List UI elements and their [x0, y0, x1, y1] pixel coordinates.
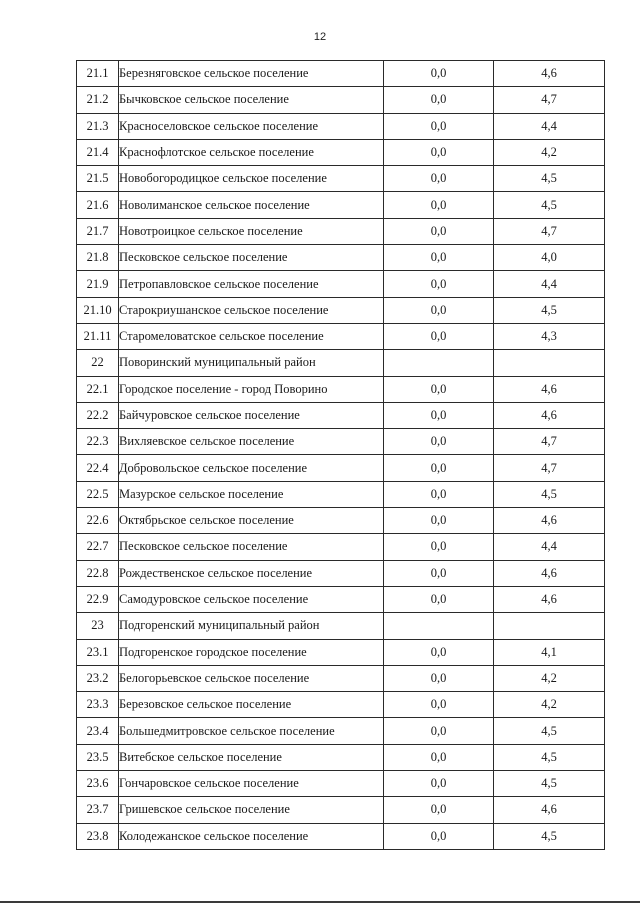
value-a-cell: [384, 613, 494, 639]
value-b-cell: 4,6: [494, 797, 605, 823]
settlement-name-cell: Березовское сельское поселение: [119, 692, 384, 718]
row-number-cell: 21.7: [77, 218, 119, 244]
value-a-cell: 0,0: [384, 218, 494, 244]
row-number-cell: 22.1: [77, 376, 119, 402]
page-bottom-edge: [0, 901, 640, 903]
table-row: [77, 534, 605, 560]
value-a-cell: 0,0: [384, 823, 494, 849]
row-number-cell: 23.2: [77, 665, 119, 691]
settlements-table: [76, 60, 605, 850]
row-number-cell: 22.3: [77, 429, 119, 455]
value-b-cell: 4,6: [494, 508, 605, 534]
value-a-cell: 0,0: [384, 166, 494, 192]
value-b-cell: 4,6: [494, 376, 605, 402]
row-number-cell: 22.9: [77, 586, 119, 612]
table-row: [77, 797, 605, 823]
table-row: [77, 87, 605, 113]
value-a-cell: 0,0: [384, 139, 494, 165]
settlement-name-cell: Красноселовское сельское поселение: [119, 113, 384, 139]
row-number-cell: 23.1: [77, 639, 119, 665]
value-a-cell: 0,0: [384, 481, 494, 507]
table-row: [77, 429, 605, 455]
settlement-name-cell: Гончаровское сельское поселение: [119, 771, 384, 797]
settlement-name-cell: Новолиманское сельское поселение: [119, 192, 384, 218]
value-b-cell: 4,7: [494, 218, 605, 244]
row-number-cell: 21.11: [77, 323, 119, 349]
row-number-cell: 22.5: [77, 481, 119, 507]
table-row: [77, 166, 605, 192]
value-b-cell: 4,4: [494, 534, 605, 560]
row-number-cell: 22.2: [77, 402, 119, 428]
value-a-cell: 0,0: [384, 560, 494, 586]
table-row: [77, 481, 605, 507]
table-row: [77, 455, 605, 481]
table-row: [77, 665, 605, 691]
row-number-cell: 22.8: [77, 560, 119, 586]
settlement-name-cell: Старокриушанское сельское поселение: [119, 297, 384, 323]
settlement-name-cell: Песковское сельское поселение: [119, 245, 384, 271]
value-b-cell: 4,5: [494, 744, 605, 770]
value-b-cell: 4,1: [494, 639, 605, 665]
table-row: [77, 718, 605, 744]
value-b-cell: 4,4: [494, 271, 605, 297]
row-number-cell: 23: [77, 613, 119, 639]
value-a-cell: 0,0: [384, 245, 494, 271]
value-a-cell: 0,0: [384, 508, 494, 534]
value-a-cell: 0,0: [384, 639, 494, 665]
row-number-cell: 23.7: [77, 797, 119, 823]
table-row: [77, 639, 605, 665]
value-a-cell: 0,0: [384, 376, 494, 402]
table-row: [77, 323, 605, 349]
settlement-name-cell: Новотроицкое сельское поселение: [119, 218, 384, 244]
row-number-cell: 21.10: [77, 297, 119, 323]
settlement-name-cell: Старомеловатское сельское поселение: [119, 323, 384, 349]
table-row: [77, 613, 605, 639]
row-number-cell: 22: [77, 350, 119, 376]
settlement-name-cell: Петропавловское сельское поселение: [119, 271, 384, 297]
settlement-name-cell: Городское поселение - город Поворино: [119, 376, 384, 402]
settlement-name-cell: Бычковское сельское поселение: [119, 87, 384, 113]
row-number-cell: 23.5: [77, 744, 119, 770]
value-a-cell: 0,0: [384, 534, 494, 560]
value-a-cell: 0,0: [384, 692, 494, 718]
settlement-name-cell: Березняговское сельское поселение: [119, 61, 384, 87]
table-row: [77, 139, 605, 165]
row-number-cell: 21.9: [77, 271, 119, 297]
table-body: [77, 61, 605, 850]
value-a-cell: 0,0: [384, 455, 494, 481]
table-row: [77, 245, 605, 271]
settlement-name-cell: Подгоренское городское поселение: [119, 639, 384, 665]
table-row: [77, 560, 605, 586]
settlement-name-cell: Песковское сельское поселение: [119, 534, 384, 560]
value-a-cell: 0,0: [384, 744, 494, 770]
table-row: [77, 692, 605, 718]
value-b-cell: 4,5: [494, 297, 605, 323]
table-row: [77, 586, 605, 612]
value-a-cell: 0,0: [384, 87, 494, 113]
settlement-name-cell: Большедмитровское сельское поселение: [119, 718, 384, 744]
value-a-cell: 0,0: [384, 271, 494, 297]
value-b-cell: 4,6: [494, 61, 605, 87]
table-row: [77, 61, 605, 87]
settlement-name-cell: Рождественское сельское поселение: [119, 560, 384, 586]
settlement-name-cell: Подгоренский муниципальный район: [119, 613, 384, 639]
value-b-cell: [494, 350, 605, 376]
value-b-cell: [494, 613, 605, 639]
table-row: [77, 744, 605, 770]
settlement-name-cell: Вихляевское сельское поселение: [119, 429, 384, 455]
row-number-cell: 21.3: [77, 113, 119, 139]
value-a-cell: 0,0: [384, 297, 494, 323]
value-a-cell: 0,0: [384, 586, 494, 612]
value-a-cell: 0,0: [384, 323, 494, 349]
row-number-cell: 21.2: [77, 87, 119, 113]
value-b-cell: 4,0: [494, 245, 605, 271]
value-a-cell: [384, 350, 494, 376]
row-number-cell: 22.4: [77, 455, 119, 481]
table-row: [77, 271, 605, 297]
table-row: [77, 376, 605, 402]
row-number-cell: 21.5: [77, 166, 119, 192]
value-b-cell: 4,3: [494, 323, 605, 349]
row-number-cell: 23.3: [77, 692, 119, 718]
table-row: [77, 192, 605, 218]
table-row: [77, 350, 605, 376]
value-b-cell: 4,2: [494, 139, 605, 165]
settlement-name-cell: Гришевское сельское поселение: [119, 797, 384, 823]
settlement-name-cell: Добровольское сельское поселение: [119, 455, 384, 481]
value-b-cell: 4,2: [494, 692, 605, 718]
table-row: [77, 771, 605, 797]
value-b-cell: 4,4: [494, 113, 605, 139]
settlement-name-cell: Октябрьское сельское поселение: [119, 508, 384, 534]
value-a-cell: 0,0: [384, 665, 494, 691]
settlement-name-cell: Краснофлотское сельское поселение: [119, 139, 384, 165]
settlement-name-cell: Поворинский муниципальный район: [119, 350, 384, 376]
value-b-cell: 4,5: [494, 192, 605, 218]
value-a-cell: 0,0: [384, 429, 494, 455]
settlement-name-cell: Витебское сельское поселение: [119, 744, 384, 770]
value-a-cell: 0,0: [384, 797, 494, 823]
table-row: [77, 508, 605, 534]
row-number-cell: 21.8: [77, 245, 119, 271]
value-b-cell: 4,5: [494, 823, 605, 849]
page-number: 12: [313, 31, 327, 43]
value-a-cell: 0,0: [384, 192, 494, 218]
value-a-cell: 0,0: [384, 718, 494, 744]
row-number-cell: 23.4: [77, 718, 119, 744]
table-row: [77, 402, 605, 428]
value-b-cell: 4,6: [494, 586, 605, 612]
settlement-name-cell: Новобогородицкое сельское поселение: [119, 166, 384, 192]
settlement-name-cell: Байчуровское сельское поселение: [119, 402, 384, 428]
value-b-cell: 4,6: [494, 402, 605, 428]
value-b-cell: 4,7: [494, 87, 605, 113]
settlement-name-cell: Колодежанское сельское поселение: [119, 823, 384, 849]
table-row: [77, 297, 605, 323]
settlement-name-cell: Белогорьевское сельское поселение: [119, 665, 384, 691]
value-b-cell: 4,5: [494, 718, 605, 744]
row-number-cell: 23.8: [77, 823, 119, 849]
value-b-cell: 4,5: [494, 166, 605, 192]
row-number-cell: 21.6: [77, 192, 119, 218]
value-b-cell: 4,5: [494, 771, 605, 797]
row-number-cell: 21.1: [77, 61, 119, 87]
value-b-cell: 4,7: [494, 455, 605, 481]
row-number-cell: 22.6: [77, 508, 119, 534]
settlement-name-cell: Самодуровское сельское поселение: [119, 586, 384, 612]
settlement-name-cell: Мазурское сельское поселение: [119, 481, 384, 507]
table-row: [77, 218, 605, 244]
row-number-cell: 22.7: [77, 534, 119, 560]
table-row: [77, 823, 605, 849]
row-number-cell: 23.6: [77, 771, 119, 797]
value-a-cell: 0,0: [384, 771, 494, 797]
value-b-cell: 4,7: [494, 429, 605, 455]
value-a-cell: 0,0: [384, 113, 494, 139]
value-b-cell: 4,6: [494, 560, 605, 586]
value-b-cell: 4,5: [494, 481, 605, 507]
row-number-cell: 21.4: [77, 139, 119, 165]
value-a-cell: 0,0: [384, 61, 494, 87]
table-row: [77, 113, 605, 139]
value-b-cell: 4,2: [494, 665, 605, 691]
value-a-cell: 0,0: [384, 402, 494, 428]
